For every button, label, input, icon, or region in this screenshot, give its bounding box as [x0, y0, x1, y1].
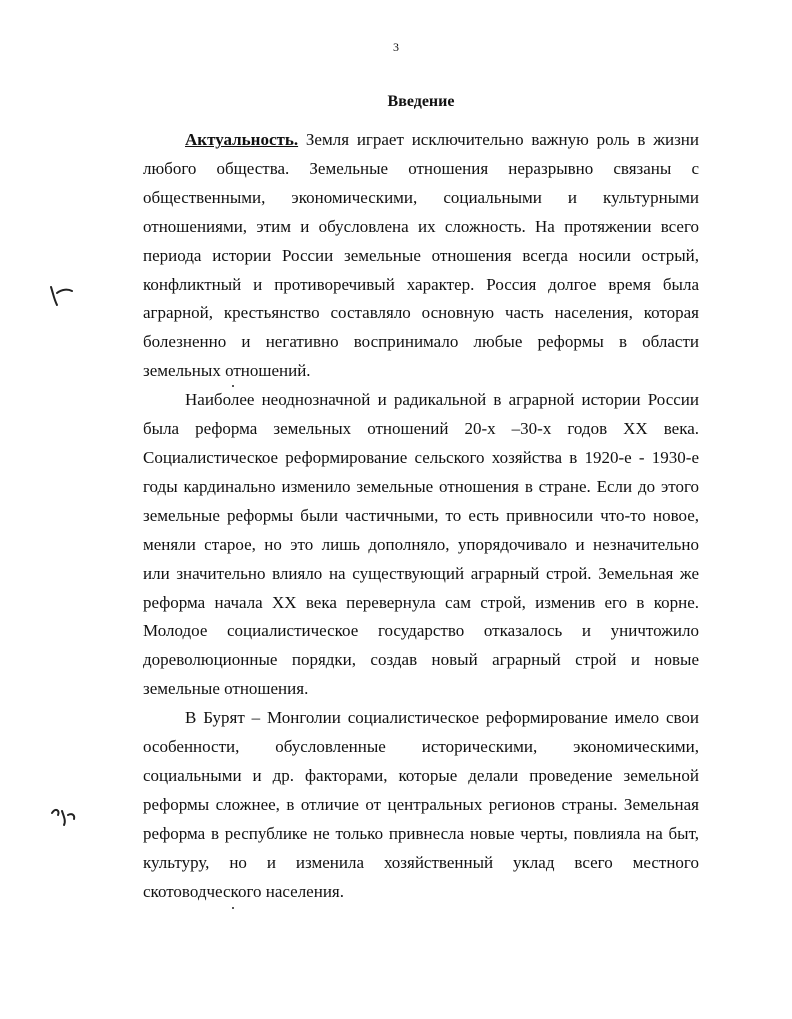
margin-handwritten-mark	[48, 283, 76, 315]
text-line: меняли старое, но это лишь дополняло, упорядочивало и незначительно	[143, 534, 699, 554]
text-line: В Бурят – Монголии социалистическое реформирование имело свои	[185, 708, 699, 728]
text-line: особенности, обусловленные историческими, экономическими,	[143, 737, 699, 757]
text-line: годы кардинально изменило земельные отношения в стране. Если до этого	[143, 476, 699, 496]
margin-handwritten-mark	[50, 803, 78, 835]
text-line: реформы сложнее, в отличие от центральных регионов страны. Земельная	[143, 794, 699, 814]
body-text	[143, 126, 699, 906]
text-line: или значительно влияло на существующий аграрный строй. Земельная же	[143, 563, 699, 583]
text-line: Актуальность. Земля играет исключительно важную роль в жизни	[185, 130, 699, 149]
scan-speck	[232, 385, 234, 387]
section-label: Актуальность.	[185, 130, 299, 149]
page-number: 3	[393, 40, 399, 54]
text-line: земельных отношений.	[143, 361, 311, 381]
text-line: реформа в республике не только привнесла новые черты, повлияла на быт,	[143, 823, 699, 843]
text-line: земельные отношения.	[143, 679, 309, 699]
text-line: любого общества. Земельные отношения неразрывно связаны с	[143, 158, 699, 178]
text-line: социальными и др. факторами, которые делали проведение земельной	[143, 765, 699, 785]
text-line: болезненно и негативно воспринимало любые реформы в области	[143, 332, 699, 352]
text-line: Наиболее неоднозначной и радикальной в аграрной истории России	[185, 390, 699, 410]
text-line: Социалистическое реформирование сельского хозяйства в 1920-е - 1930-е	[143, 447, 699, 467]
scan-speck	[232, 907, 234, 909]
text-line: аграрной, крестьянство составляло основную часть населения, которая	[143, 303, 699, 323]
paragraph-relevance	[143, 126, 699, 386]
text-line: дореволюционные порядки, создав новый аграрный строй и новые	[143, 650, 699, 670]
text-line: Молодое социалистическое государство отказалось и уничтожило	[143, 621, 699, 641]
text-line: периода истории России земельные отношения всегда носили острый,	[143, 245, 699, 265]
page-title: Введение	[387, 93, 455, 110]
text-line: культуру, но и изменила хозяйственный уклад всего местного	[143, 852, 699, 872]
paragraph-reform	[143, 386, 699, 704]
text-line: отношениями, этим и обусловлена их сложность. На протяжении всего	[143, 216, 699, 236]
text-line: земельные реформы были частичными, то есть привносили что-то новое,	[143, 505, 699, 525]
text-line: скотоводческого населения.	[143, 881, 344, 901]
text-line: реформа начала XX века перевернула сам строй, изменив его в корне.	[143, 592, 699, 612]
text-line: общественными, экономическими, социальными и культурными	[143, 187, 699, 207]
text-line: конфликтный и противоречивый характер. Россия долгое время была	[143, 274, 699, 294]
handwritten-mark-icon	[50, 803, 78, 829]
handwritten-mark-icon	[48, 283, 76, 309]
paragraph-buryat	[143, 704, 699, 906]
text-line: была реформа земельных отношений 20-х –30-х годов XX века.	[143, 419, 699, 439]
